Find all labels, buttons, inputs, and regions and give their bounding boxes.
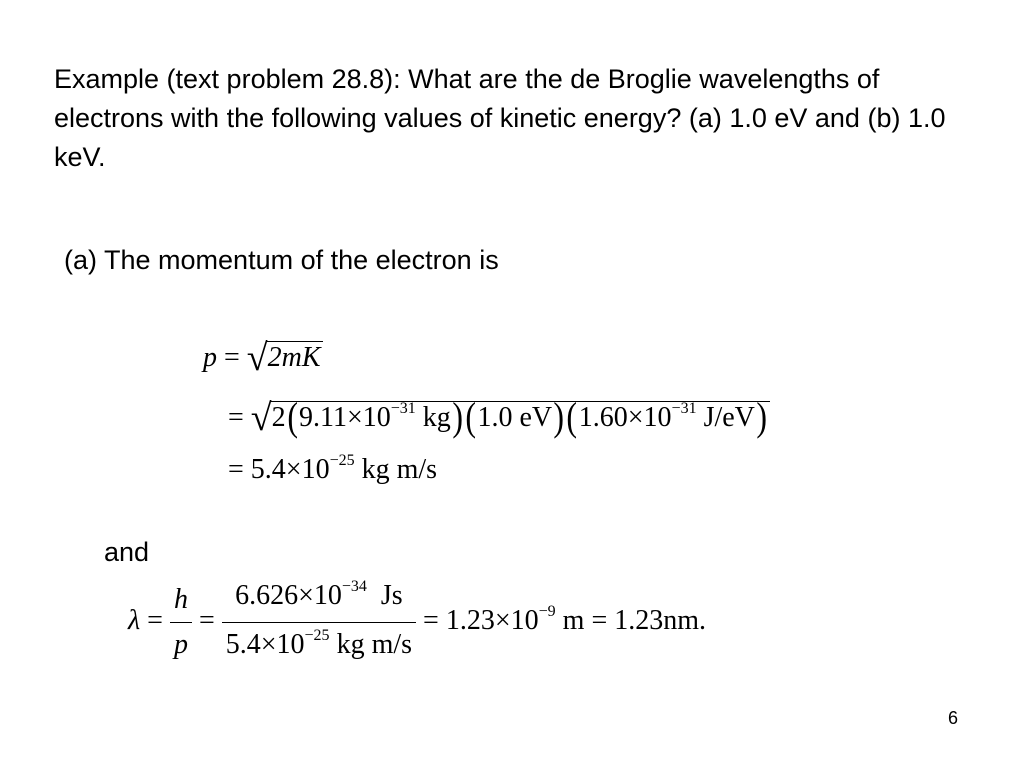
numerator <box>222 574 416 623</box>
planck-unit: Js <box>380 580 403 611</box>
electron-mass-exponent: −31 <box>390 400 416 417</box>
h-over-p-fraction <box>170 578 192 667</box>
numeric-fraction <box>222 574 416 671</box>
momentum-value: 5.4×10 <box>225 629 305 660</box>
wavelength-equation: λ = $\frac{h}{p}$ = $\frac{6.626\times 10^{-34} Js}{5.4\times 10^{-25} kg m/s}$ = $1.23\times 10^{-9}$ m = 1.23nm. <box>128 574 706 671</box>
planck-value: 6.626×10 <box>235 580 342 611</box>
problem-statement: Example (text problem 28.8): What are the de Broglie wavelengths of electrons with the following values of kinetic energy? (a) 1.0 eV and (b) 1.0 keV. <box>54 64 946 172</box>
planck-symbol: h <box>170 578 192 623</box>
wavelength-nm-value: 1.23 <box>614 604 664 636</box>
momentum-line-2: = $√2(9.11\times 10^{-31}$ kg)(1.0 $eV)(1.60\times 10^{-31}$ J/eV) <box>228 392 770 436</box>
planck-exponent: −34 <box>341 578 367 595</box>
electron-mass: 9.11×10 <box>298 402 391 433</box>
wavelength-nm-unit: nm. <box>663 604 707 636</box>
wavelength-result: 1.23×10 <box>445 604 539 636</box>
lambda-symbol: λ <box>128 604 141 636</box>
kinetic-energy: 1.0 eV <box>477 402 553 433</box>
momentum-symbol-den: p <box>173 629 188 660</box>
ev-conversion-exponent: −31 <box>671 400 697 417</box>
momentum-exponent: −25 <box>304 627 330 644</box>
factor-two: 2 <box>271 402 286 433</box>
denominator <box>222 623 416 671</box>
wavelength-result-unit: m <box>562 604 585 636</box>
momentum-result-exponent: −25 <box>329 452 355 469</box>
part-a-intro: (a) The momentum of the electron is <box>64 245 499 275</box>
connector-and: and <box>104 537 150 567</box>
momentum-result-unit: kg m/s <box>361 454 438 485</box>
sqrt-symbol: √ <box>246 337 268 379</box>
ev-conversion: 1.60×10 <box>578 402 672 433</box>
sqrt-symbol-2: √ <box>250 397 272 439</box>
momentum-symbol: p <box>203 342 217 373</box>
wavelength-result-exponent: −9 <box>538 602 556 620</box>
momentum-unit: kg m/s <box>336 629 413 660</box>
ev-conversion-unit: J/eV <box>703 402 755 433</box>
page-number: 6 <box>948 708 959 728</box>
electron-mass-unit: kg <box>422 402 451 433</box>
momentum-line-3: = $5.4\times 10^{-25}$ kg m/s <box>228 452 438 485</box>
momentum-result: 5.4×10 <box>250 454 330 485</box>
radicand: 2mK <box>267 342 321 373</box>
momentum-line-1: p = √2mK <box>203 337 321 379</box>
